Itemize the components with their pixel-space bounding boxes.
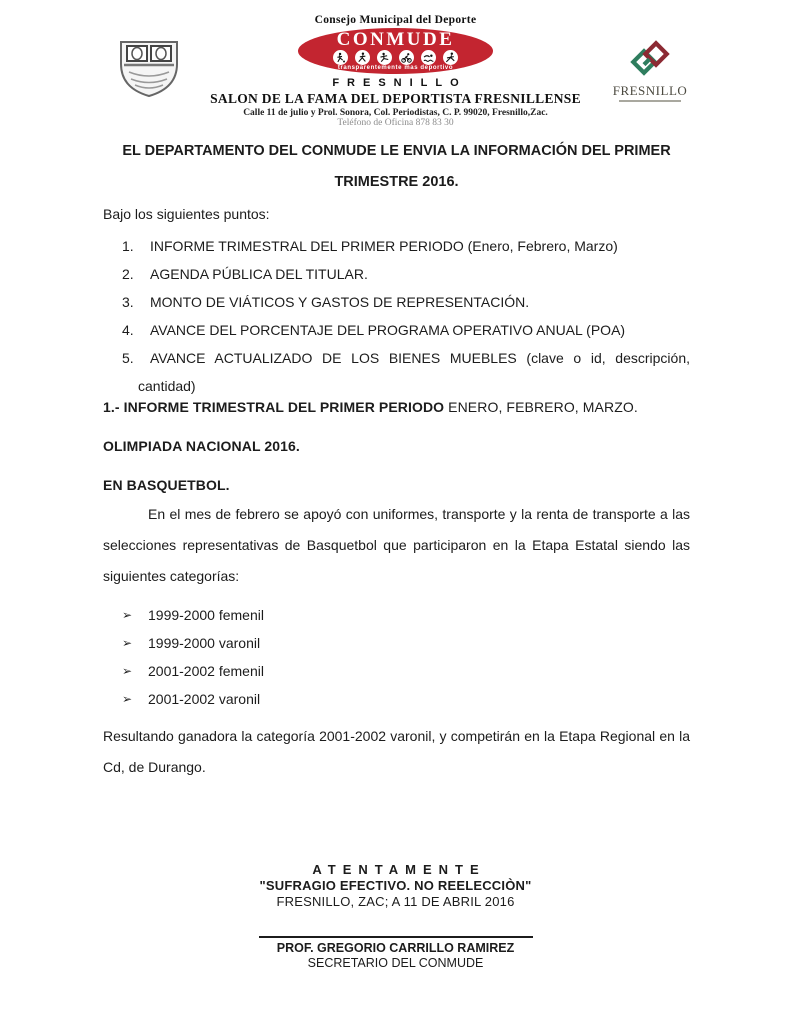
signer-title: SECRETARIO DEL CONMUDE	[307, 956, 484, 970]
item-number: 3.	[122, 294, 134, 310]
soccer-icon	[333, 50, 348, 65]
item-text: AVANCE ACTUALIZADO DE LOS BIENES MUEBLES (clave o id, descripción, cantidad)	[138, 350, 690, 394]
address-line: Calle 11 de julio y Prol. Sonora, Col. Periodistas, C. P. 99020, Fresnillo,Zac.	[243, 108, 548, 118]
item-number: 1.	[122, 238, 134, 254]
list-item	[103, 344, 690, 400]
place-date-line: FRESNILLO, ZAC; A 11 DE ABRIL 2016	[276, 894, 515, 909]
item-text: INFORME TRIMESTRAL DEL PRIMER PERIODO (Enero, Febrero, Marzo)	[150, 238, 618, 254]
item-number: 2.	[122, 266, 134, 282]
list-item	[103, 629, 690, 657]
list-item	[103, 232, 690, 260]
signer-name: PROF. GREGORIO CARRILLO RAMIREZ	[276, 941, 515, 955]
list-item	[103, 288, 690, 316]
item-number: 5.	[122, 350, 134, 366]
heading-bold-part: 1.- INFORME TRIMESTRAL DEL PRIMER PERIODO	[103, 399, 445, 415]
fresnillo-logo-text: FRESNILLO	[612, 83, 688, 98]
conmude-city: FRESNILLO	[332, 77, 467, 89]
arrow-bullet-icon: ➢	[122, 636, 133, 650]
section-heading-olimpiada: OLIMPIADA NACIONAL 2016.	[103, 438, 300, 454]
closing-block	[0, 862, 791, 910]
atentamente-line: ATENTAMENTE	[312, 862, 486, 877]
fresnillo-logo	[600, 40, 700, 102]
salon-de-la-fama-line: SALON DE LA FAMA DEL DEPORTISTA FRESNILLENSE	[210, 91, 581, 106]
category-text: 2001-2002 femenil	[148, 663, 264, 679]
sufragio-line: "SUFRAGIO EFECTIVO. NO REELECCIÒN"	[259, 878, 532, 893]
sport-icons-row	[298, 50, 493, 65]
list-item	[103, 685, 690, 713]
list-item	[103, 657, 690, 685]
category-text: 2001-2002 varonil	[148, 691, 261, 707]
paragraph-febrero: En el mes de febrero se apoyó con uniformes, transporte y la renta de transporte a las selecciones representativas de Basquetbol que participaron en la Etapa Estatal siendo las siguientes categorías:	[103, 506, 690, 584]
arrow-bullet-icon: ➢	[122, 608, 133, 622]
categories-list	[103, 601, 690, 713]
fresnillo-logo-tagline	[619, 100, 681, 102]
arrow-bullet-icon: ➢	[122, 692, 133, 706]
signature-line	[259, 936, 533, 938]
heading-regular-part: ENERO, FEBRERO, MARZO.	[444, 399, 638, 415]
letter-title: EL DEPARTAMENTO DEL CONMUDE LE ENVIA LA INFORMACIÓN DEL PRIMER TRIMESTRE 2016.	[122, 143, 671, 190]
running-icon	[355, 50, 370, 65]
org-name: Consejo Municipal del Deporte	[314, 14, 477, 26]
intro-line: Bajo los siguientes puntos:	[103, 206, 270, 222]
signature-block	[0, 936, 791, 971]
conmude-logo	[298, 28, 493, 74]
conmude-logo-name: CONMUDE	[336, 29, 455, 50]
section-heading-basquetbol: EN BASQUETBOL.	[103, 477, 230, 493]
swimming-icon	[421, 50, 436, 65]
letterhead-center	[166, 14, 626, 128]
phone-line: Teléfono de Oficina 878 83 30	[337, 118, 454, 128]
cycling-icon	[399, 50, 414, 65]
arrow-bullet-icon: ➢	[122, 664, 133, 678]
conmude-tagline: transparentemente mas deportivo	[337, 65, 454, 71]
martial-arts-icon	[377, 50, 392, 65]
numbered-points-list	[103, 232, 690, 400]
list-item	[103, 316, 690, 344]
category-text: 1999-2000 varonil	[148, 635, 261, 651]
item-number: 4.	[122, 322, 134, 338]
fresnillo-diamonds-icon	[627, 40, 673, 78]
list-item	[103, 260, 690, 288]
paragraph-resultado: Resultando ganadora la categoría 2001-2002 varonil, y competirán en la Etapa Regional en la Cd, de Durango.	[103, 728, 690, 775]
item-text: AVANCE DEL PORCENTAJE DEL PROGRAMA OPERATIVO ANUAL (POA)	[150, 322, 626, 338]
list-item	[103, 601, 690, 629]
letter-body	[103, 132, 690, 783]
category-text: 1999-2000 femenil	[148, 607, 264, 623]
item-text: AGENDA PÚBLICA DEL TITULAR.	[150, 266, 368, 282]
letterhead	[0, 0, 791, 130]
item-text: MONTO DE VIÁTICOS Y GASTOS DE REPRESENTACIÓN.	[150, 294, 530, 310]
sprint-icon	[443, 50, 458, 65]
